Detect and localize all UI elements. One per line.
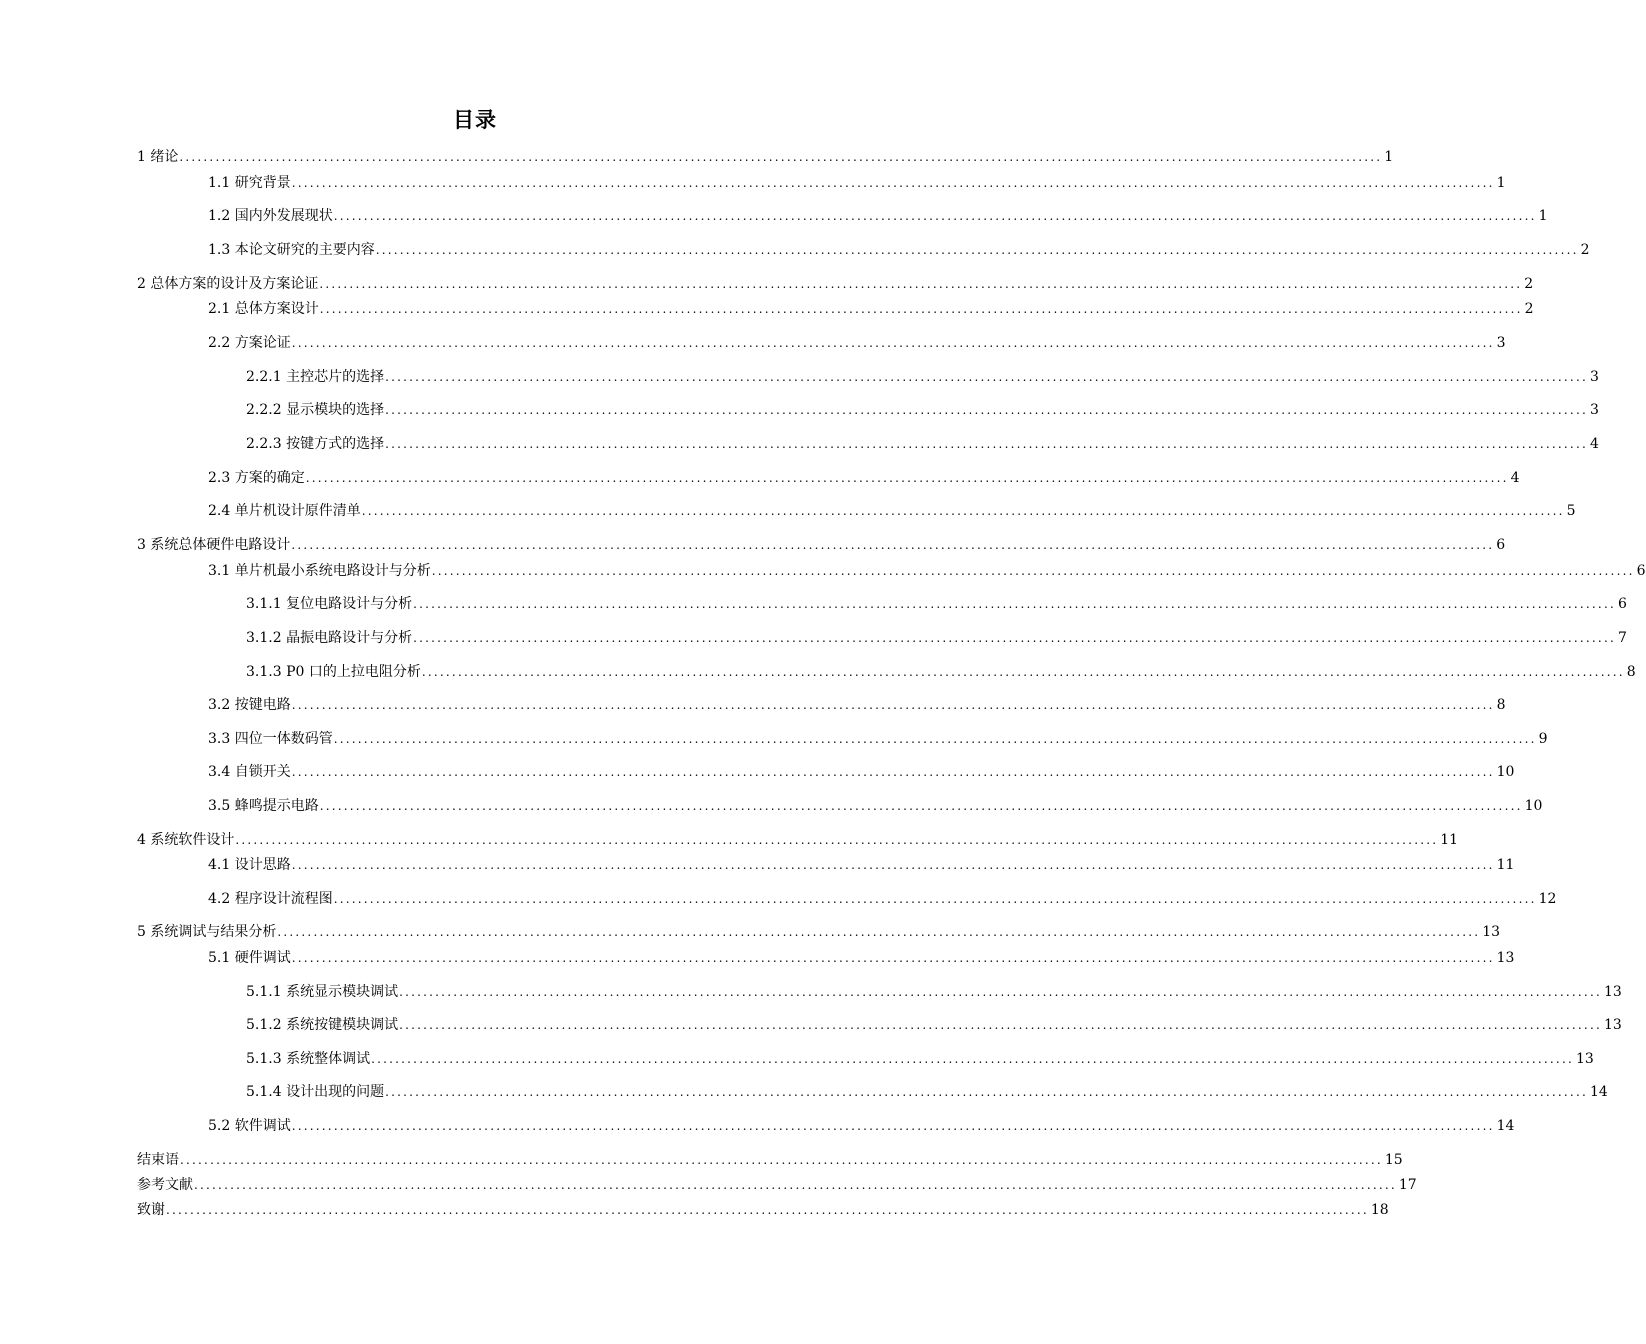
toc-entry-label: 结束语 xyxy=(137,1152,179,1168)
toc-entry[interactable] xyxy=(137,831,1459,849)
toc-leader-dots: ........................................................................................................................................................................................................ xyxy=(194,1178,1397,1192)
toc-leader-dots: ........................................................................................................................................................................................................ xyxy=(319,277,1523,291)
toc-page-number: 1 xyxy=(1384,149,1394,165)
toc-leader-dots: ........................................................................................................................................................................................................ xyxy=(371,1052,1574,1066)
toc-page-number: 6 xyxy=(1496,537,1506,553)
toc-page-number: 1 xyxy=(1496,175,1506,191)
toc-page-number: 3 xyxy=(1496,335,1506,351)
toc-entry[interactable] xyxy=(208,856,1515,874)
toc-entry-label: 参考文献 xyxy=(137,1177,193,1193)
toc-entry[interactable] xyxy=(137,1151,1403,1169)
toc-entry-label: 3.5 蜂鸣提示电路 xyxy=(208,798,319,814)
toc-leader-dots: ........................................................................................................................................................................................................ xyxy=(375,243,1579,257)
toc-page-number: 12 xyxy=(1538,891,1557,907)
toc-entry[interactable] xyxy=(208,174,1506,192)
toc-leader-dots: ........................................................................................................................................................................................................ xyxy=(291,951,1495,965)
toc-entry[interactable] xyxy=(137,923,1501,941)
toc-page-number: 5 xyxy=(1566,503,1576,519)
toc-entry[interactable] xyxy=(246,983,1622,1001)
toc-leader-dots: ........................................................................................................................................................................................................ xyxy=(166,1203,1369,1217)
toc-leader-dots: ........................................................................................................................................................................................................ xyxy=(319,302,1523,316)
toc-leader-dots: ........................................................................................................................................................................................................ xyxy=(431,564,1635,578)
toc-leader-dots: ........................................................................................................................................................................................................ xyxy=(333,209,1537,223)
toc-entry[interactable] xyxy=(137,536,1506,554)
toc-leader-dots: ........................................................................................................................................................................................................ xyxy=(413,597,1616,611)
toc-entry[interactable] xyxy=(208,949,1515,967)
page-title: 目录 xyxy=(453,108,497,132)
toc-entry-label: 5.1.3 系统整体调试 xyxy=(246,1051,371,1067)
toc-entry-label: 2.2.1 主控芯片的选择 xyxy=(246,369,385,385)
toc-page-number: 18 xyxy=(1370,1202,1389,1218)
toc-page-number: 8 xyxy=(1496,697,1506,713)
toc-page-number: 13 xyxy=(1603,984,1622,1000)
toc-entry[interactable] xyxy=(246,595,1627,613)
toc-page-number: 11 xyxy=(1496,857,1515,873)
toc-page-number: 15 xyxy=(1384,1152,1403,1168)
toc-page-number: 3 xyxy=(1589,369,1599,385)
toc-entry-label: 1 绪论 xyxy=(137,149,179,165)
toc-page-number: 8 xyxy=(1626,664,1636,680)
toc-entry-label: 2.4 单片机设计原件清单 xyxy=(208,503,361,519)
toc-leader-dots: ........................................................................................................................................................................................................ xyxy=(399,1018,1602,1032)
toc-page-number: 17 xyxy=(1398,1177,1417,1193)
toc-page-number: 3 xyxy=(1589,402,1599,418)
toc-page-number: 1 xyxy=(1538,208,1548,224)
toc-entry[interactable] xyxy=(208,890,1557,908)
toc-page-number: 2 xyxy=(1524,276,1534,292)
toc-leader-dots: ........................................................................................................................................................................................................ xyxy=(235,833,1439,847)
toc-entry-label: 3.1.3 P0 口的上拉电阻分析 xyxy=(246,664,421,680)
toc-page-number: 9 xyxy=(1538,731,1548,747)
toc-entry-label: 5.1.2 系统按键模块调试 xyxy=(246,1017,399,1033)
toc-leader-dots: ........................................................................................................................................................................................................ xyxy=(385,437,1588,451)
toc-entry[interactable] xyxy=(208,469,1520,487)
toc-entry[interactable] xyxy=(208,763,1515,781)
toc-page-number: 6 xyxy=(1636,563,1646,579)
toc-entry-label: 3.1.2 晶振电路设计与分析 xyxy=(246,630,413,646)
toc-leader-dots: ........................................................................................................................................................................................................ xyxy=(333,892,1537,906)
toc-entry-label: 2.2.3 按键方式的选择 xyxy=(246,436,385,452)
toc-entry-label: 致谢 xyxy=(137,1202,165,1218)
toc-leader-dots: ........................................................................................................................................................................................................ xyxy=(421,665,1625,679)
toc-entry[interactable] xyxy=(137,148,1394,166)
toc-leader-dots: ........................................................................................................................................................................................................ xyxy=(333,732,1537,746)
toc-page-number: 13 xyxy=(1575,1051,1594,1067)
toc-page-number: 4 xyxy=(1589,436,1599,452)
toc-entry-label: 3 系统总体硬件电路设计 xyxy=(137,537,291,553)
toc-entry[interactable] xyxy=(208,334,1506,352)
toc-entry-label: 2.3 方案的确定 xyxy=(208,470,305,486)
toc-leader-dots: ........................................................................................................................................................................................................ xyxy=(179,150,1383,164)
toc-entry-label: 5.1 硬件调试 xyxy=(208,950,291,966)
toc-entry[interactable] xyxy=(208,562,1646,580)
toc-page-number: 4 xyxy=(1510,470,1520,486)
toc-page-number: 10 xyxy=(1496,764,1515,780)
toc-entry-label: 3.2 按键电路 xyxy=(208,697,291,713)
toc-page-number: 7 xyxy=(1617,630,1627,646)
toc-leader-dots: ........................................................................................................................................................................................................ xyxy=(291,1119,1495,1133)
toc-leader-dots: ........................................................................................................................................................................................................ xyxy=(291,698,1495,712)
toc-leader-dots: ........................................................................................................................................................................................................ xyxy=(305,471,1509,485)
toc-page-number: 2 xyxy=(1580,242,1590,258)
toc-entry-label: 5.1.4 设计出现的问题 xyxy=(246,1084,385,1100)
toc-entry[interactable] xyxy=(208,207,1548,225)
toc-entry[interactable] xyxy=(208,300,1534,318)
toc-entry[interactable] xyxy=(246,629,1627,647)
toc-entry-label: 4.1 设计思路 xyxy=(208,857,291,873)
toc-entry[interactable] xyxy=(246,368,1599,386)
toc-entry[interactable] xyxy=(208,696,1506,714)
toc-page-number: 2 xyxy=(1524,301,1534,317)
toc-page-number: 13 xyxy=(1482,924,1501,940)
toc-entry[interactable] xyxy=(246,663,1636,681)
toc-entry-label: 3.4 自锁开关 xyxy=(208,764,291,780)
toc-leader-dots: ........................................................................................................................................................................................................ xyxy=(385,403,1588,417)
toc-entry-label: 4 系统软件设计 xyxy=(137,832,235,848)
toc-entry-label: 2.2 方案论证 xyxy=(208,335,291,351)
toc-leader-dots: ........................................................................................................................................................................................................ xyxy=(291,336,1495,350)
toc-leader-dots: ........................................................................................................................................................................................................ xyxy=(413,631,1616,645)
toc-entry[interactable] xyxy=(137,1201,1389,1219)
toc-page-number: 13 xyxy=(1496,950,1515,966)
toc-leader-dots: ........................................................................................................................................................................................................ xyxy=(291,858,1495,872)
toc-page-number: 14 xyxy=(1496,1118,1515,1134)
toc-entry[interactable] xyxy=(137,275,1534,293)
toc-page-number: 6 xyxy=(1617,596,1627,612)
toc-leader-dots: ........................................................................................................................................................................................................ xyxy=(277,925,1481,939)
toc-leader-dots: ........................................................................................................................................................................................................ xyxy=(399,985,1602,999)
toc-entry[interactable] xyxy=(208,1117,1515,1135)
toc-entry-label: 4.2 程序设计流程图 xyxy=(208,891,333,907)
toc-entry-label: 1.1 研究背景 xyxy=(208,175,291,191)
toc-entry[interactable] xyxy=(208,502,1576,520)
toc-leader-dots: ........................................................................................................................................................................................................ xyxy=(291,765,1495,779)
toc-entry[interactable] xyxy=(208,730,1548,748)
toc-entry[interactable] xyxy=(246,1050,1594,1068)
toc-leader-dots: ........................................................................................................................................................................................................ xyxy=(180,1153,1383,1167)
toc-leader-dots: ........................................................................................................................................................................................................ xyxy=(291,538,1495,552)
toc-entry[interactable] xyxy=(246,1083,1608,1101)
toc-page-number: 11 xyxy=(1440,832,1459,848)
toc-entry-label: 5.1.1 系统显示模块调试 xyxy=(246,984,399,1000)
toc-leader-dots: ........................................................................................................................................................................................................ xyxy=(291,176,1495,190)
toc-page-number: 10 xyxy=(1524,798,1543,814)
toc-entry-label: 5.2 软件调试 xyxy=(208,1118,291,1134)
toc-page-number: 13 xyxy=(1603,1017,1622,1033)
toc-entry-label: 3.3 四位一体数码管 xyxy=(208,731,333,747)
toc-entry-label: 1.2 国内外发展现状 xyxy=(208,208,333,224)
toc-entry[interactable] xyxy=(246,401,1599,419)
toc-entry[interactable] xyxy=(208,241,1590,259)
toc-entry-label: 5 系统调试与结果分析 xyxy=(137,924,277,940)
toc-leader-dots: ........................................................................................................................................................................................................ xyxy=(385,370,1588,384)
toc-entry-label: 2.1 总体方案设计 xyxy=(208,301,319,317)
toc-entry-label: 1.3 本论文研究的主要内容 xyxy=(208,242,375,258)
toc-entry[interactable] xyxy=(246,1016,1622,1034)
toc-entry-label: 3.1.1 复位电路设计与分析 xyxy=(246,596,413,612)
toc-entry[interactable] xyxy=(246,435,1599,453)
toc-entry[interactable] xyxy=(208,797,1543,815)
toc-leader-dots: ........................................................................................................................................................................................................ xyxy=(319,799,1523,813)
toc-leader-dots: ........................................................................................................................................................................................................ xyxy=(385,1085,1588,1099)
toc-entry-label: 2.2.2 显示模块的选择 xyxy=(246,402,385,418)
toc-page-number: 14 xyxy=(1589,1084,1608,1100)
toc-entry-label: 3.1 单片机最小系统电路设计与分析 xyxy=(208,563,431,579)
toc-entry-label: 2 总体方案的设计及方案论证 xyxy=(137,276,319,292)
toc-leader-dots: ........................................................................................................................................................................................................ xyxy=(361,504,1565,518)
toc-entry[interactable] xyxy=(137,1176,1417,1194)
